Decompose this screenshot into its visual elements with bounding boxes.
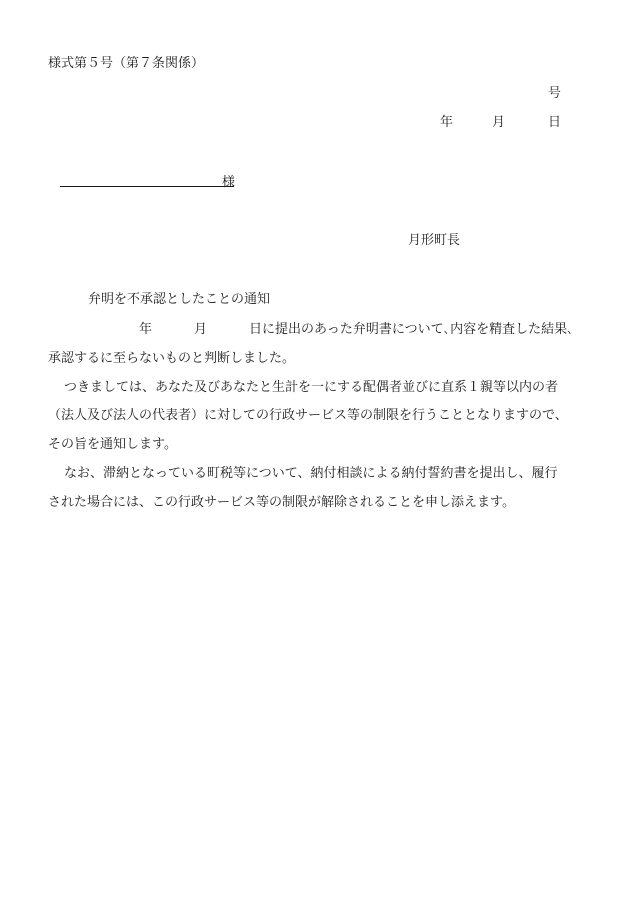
body-line-5: その旨を通知します。 bbox=[48, 437, 177, 452]
date-day-label: 日 bbox=[548, 115, 562, 130]
body-line-4: （法人及び法人の代表者）に対しての行政サービス等の制限を行うこととなりますので、 bbox=[48, 408, 568, 423]
body-line-1-text: 日に提出のあった弁明書について､内容を精査した結果､ bbox=[249, 322, 574, 337]
form-label: 様式第５号（第７条関係） bbox=[48, 56, 205, 71]
date-month-label: 月 bbox=[492, 115, 506, 130]
body-line-3: つきましては、あなた及びあなたと生計を一にする配偶者並びに直系１親等以内の者 bbox=[64, 380, 559, 395]
body-line-6: なお、滞納となっている町税等について、納付相談による納付誓約書を提出し、履行 bbox=[64, 466, 558, 481]
sender-name: 月形町長 bbox=[408, 233, 461, 248]
document-number-label: 号 bbox=[548, 86, 562, 101]
document-title: 弁明を不承認としたことの通知 bbox=[88, 292, 271, 307]
submission-month-label: 月 bbox=[194, 322, 208, 337]
addressee-name-line bbox=[60, 186, 234, 187]
date-year-label: 年 bbox=[440, 115, 454, 130]
body-line-7: された場合には、この行政サービス等の制限が解除されることを申し添えます。 bbox=[48, 495, 515, 510]
submission-year-label: 年 bbox=[139, 322, 153, 337]
body-line-2: 承認するに至らないものと判断しました。 bbox=[48, 351, 296, 366]
addressee-honorific: 様 bbox=[222, 175, 236, 190]
